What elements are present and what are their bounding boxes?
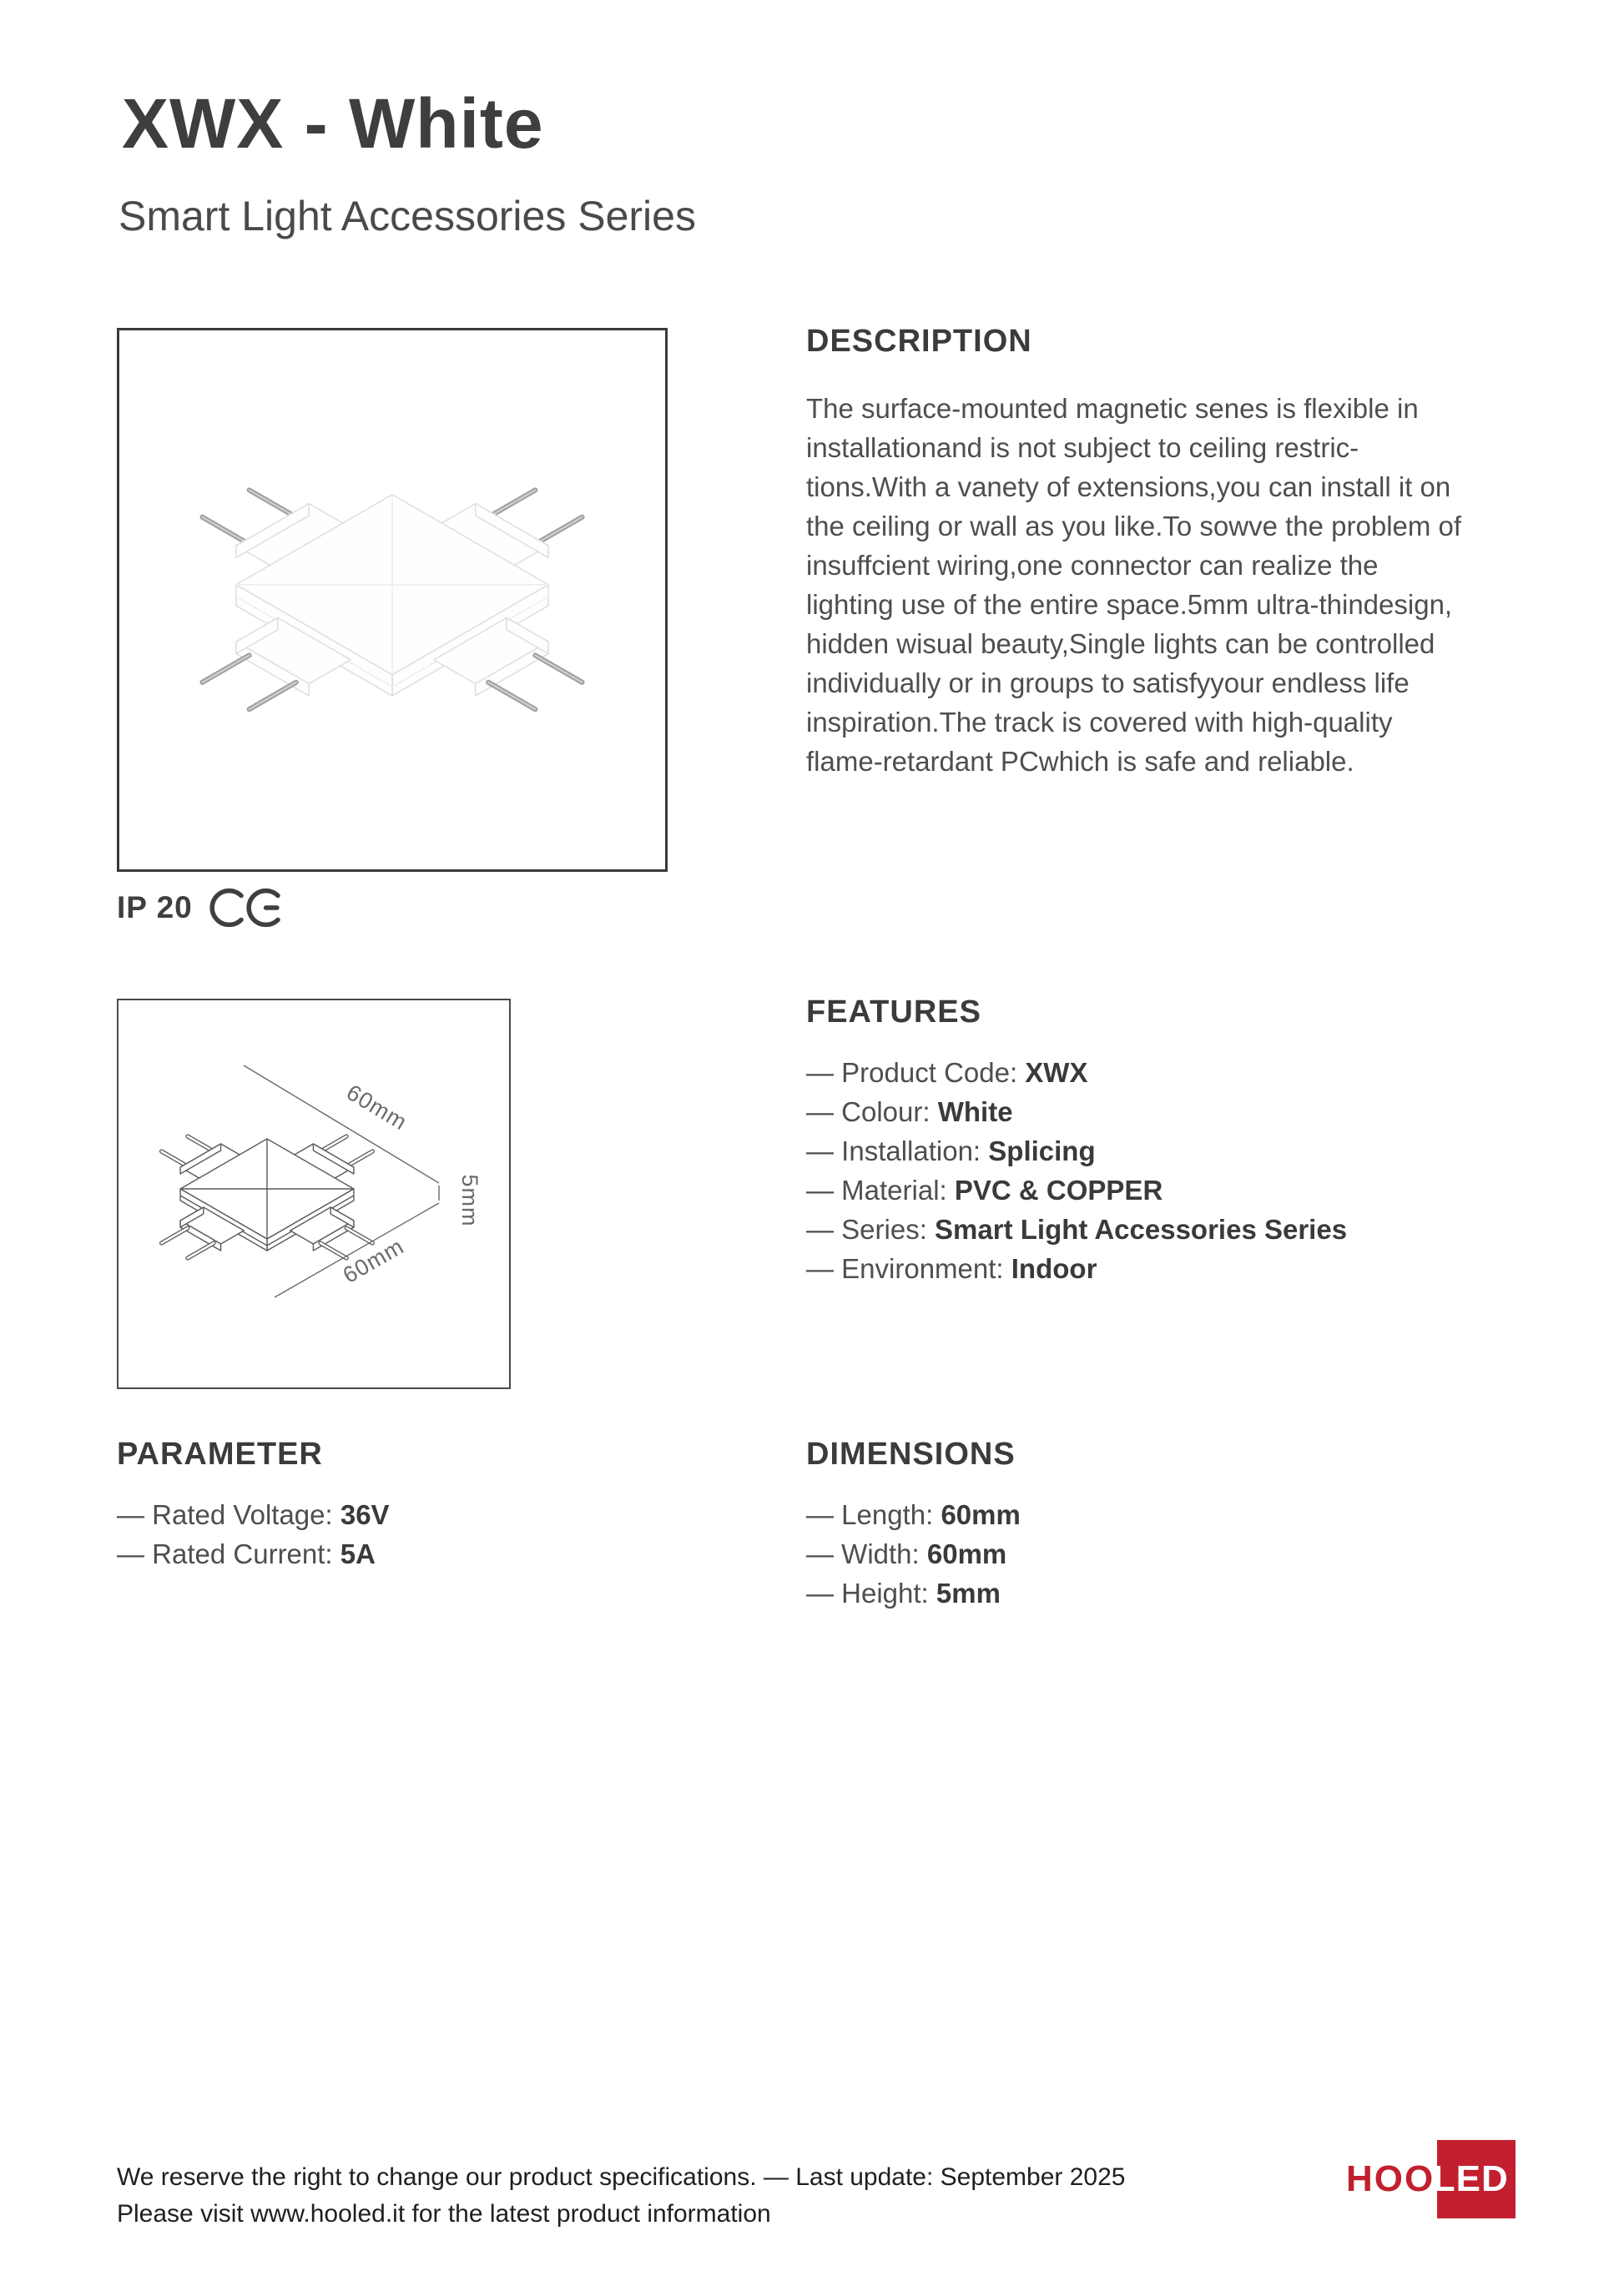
description-line: lighting use of the entire space.5mm ultra-thindesign, [806, 589, 1453, 620]
product-photo [119, 330, 665, 869]
description-line: the ceiling or wall as you like.To sowve the problem of [806, 511, 1462, 541]
description-heading: DESCRIPTION [806, 324, 1032, 359]
page-subtitle: Smart Light Accessories Series [119, 193, 696, 239]
description-paragraph [806, 389, 1461, 781]
dimensions-list [806, 1495, 1021, 1613]
hooled-logo [1346, 2140, 1516, 2218]
technical-drawing-frame [117, 999, 511, 1389]
features-heading: FEATURES [806, 994, 981, 1030]
description-line: inspiration.The track is covered with high-quality [806, 707, 1393, 738]
page-title: XWX - White [122, 84, 544, 163]
description-line: tions.With a vanety of extensions,you can install it on [806, 471, 1451, 502]
technical-drawing [119, 1000, 509, 1387]
description-line: insuffcient wiring,one connector can realize the [806, 550, 1379, 581]
feature-item: — Material: PVC & COPPER [806, 1175, 1163, 1206]
product-photo-frame [117, 328, 668, 872]
dim-label-top: 60mm [342, 1080, 412, 1135]
parameter-item: — Rated Current: 5A [117, 1538, 376, 1569]
logo-red-square [1432, 2140, 1516, 2218]
dimension-item: — Length: 60mm [806, 1499, 1021, 1530]
footer-line-1: We reserve the right to change our product specifications. — Last update: September 2025 [117, 2163, 1126, 2191]
feature-item: — Environment: Indoor [806, 1253, 1097, 1284]
parameter-item: — Rated Voltage: 36V [117, 1499, 390, 1530]
dimension-item: — Height: 5mm [806, 1578, 1001, 1609]
logo-text-led: LED [1432, 2158, 1509, 2199]
ip-rating-label: IP 20 [117, 890, 193, 924]
description-line: installationand is not subject to ceiling restric- [806, 432, 1359, 463]
feature-item: — Product Code: XWX [806, 1057, 1088, 1088]
feature-item: — Series: Smart Light Accessories Series [806, 1214, 1348, 1245]
description-line: individually or in groups to satisfyyour endless life [806, 667, 1410, 698]
dim-label-height: 5mm [457, 1174, 482, 1227]
description-line: hidden wisual beauty,Single lights can be controlled [806, 628, 1435, 659]
dimensions-heading: DIMENSIONS [806, 1437, 1016, 1472]
logo-text-hoo: HOO [1346, 2158, 1435, 2199]
description-line: flame-retardant PCwhich is safe and reliable. [806, 746, 1354, 777]
footer-line-2: Please visit www.hooled.it for the latest product information [117, 2200, 771, 2228]
dimension-item: — Width: 60mm [806, 1538, 1007, 1569]
features-list [806, 1053, 1347, 1288]
dim-label-bottom: 60mm [338, 1233, 409, 1288]
parameter-list [117, 1495, 390, 1573]
parameter-heading: PARAMETER [117, 1437, 323, 1472]
ce-mark-icon [209, 886, 283, 929]
description-line: The surface-mounted magnetic senes is flexible in [806, 393, 1419, 424]
feature-item: — Colour: White [806, 1096, 1013, 1127]
footer [117, 2159, 1125, 2233]
feature-item: — Installation: Splicing [806, 1135, 1096, 1166]
certification-row [117, 886, 283, 929]
